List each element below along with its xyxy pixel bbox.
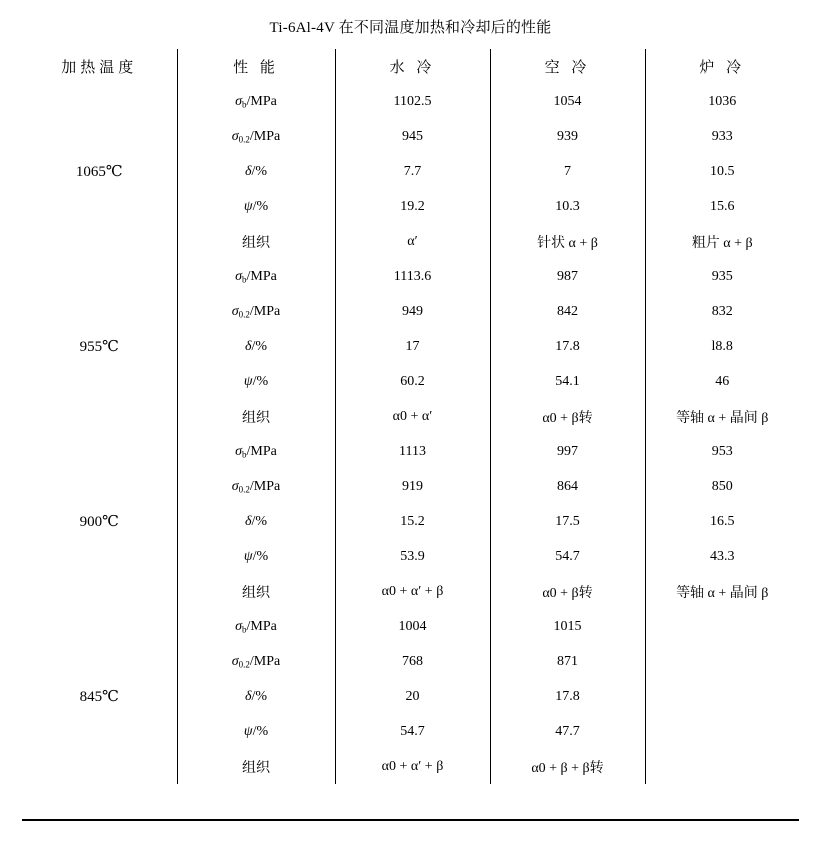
water-cool-value: 7.7 xyxy=(335,154,490,189)
header-cell-air-cool: 空 冷 xyxy=(490,49,645,84)
property-symbol: δ xyxy=(244,688,252,704)
property-unit: /% xyxy=(252,198,269,214)
air-cool-value: 54.7 xyxy=(490,539,645,574)
water-cool-value: 15.2 xyxy=(335,504,490,539)
air-cool-value: 针状 α + β xyxy=(490,224,645,259)
furnace-cool-value: 粗片 α + β xyxy=(645,224,799,259)
temperature-cell: 1065℃ xyxy=(75,164,123,180)
air-cool-value: 7 xyxy=(490,154,645,189)
property-unit: /% xyxy=(251,338,268,354)
furnace-cool-value: 850 xyxy=(645,469,799,504)
temperature-cell: 900℃ xyxy=(79,514,119,530)
property-cell: $\sigma_b$/MPa xyxy=(177,434,335,469)
property-cell: $\sigma_b$/MPa xyxy=(177,609,335,644)
property-cell: 组织 xyxy=(177,574,335,609)
header-cell-water-cool: 水 冷 xyxy=(335,49,490,84)
air-cool-value: 1015 xyxy=(490,609,645,644)
furnace-cool-value xyxy=(645,609,799,644)
property-cell xyxy=(177,679,335,714)
air-cool-value: α0 + β + β转 xyxy=(490,749,645,784)
furnace-cool-value: l8.8 xyxy=(645,329,799,364)
water-cool-value: 1004 xyxy=(335,609,490,644)
air-cool-value: 54.1 xyxy=(490,364,645,399)
furnace-cool-value: 935 xyxy=(645,259,799,294)
furnace-cool-value: 等轴 α + 晶间 β xyxy=(645,399,799,434)
property-subscript: b xyxy=(242,98,247,109)
property-symbol: ψ xyxy=(243,723,253,739)
air-cool-value: 17.8 xyxy=(490,329,645,364)
property-subscript: b xyxy=(242,623,247,634)
property-cell xyxy=(177,154,335,189)
furnace-cool-value: 15.6 xyxy=(645,189,799,224)
air-cool-value: 864 xyxy=(490,469,645,504)
furnace-cool-value xyxy=(645,714,799,749)
property-unit: /MPa xyxy=(249,303,281,319)
furnace-cool-value: 46 xyxy=(645,364,799,399)
air-cool-value: 1054 xyxy=(490,84,645,119)
furnace-cool-value xyxy=(645,749,799,784)
furnace-cool-value: 16.5 xyxy=(645,504,799,539)
table-row xyxy=(22,259,799,294)
water-cool-value: 945 xyxy=(335,119,490,154)
property-cell xyxy=(177,504,335,539)
water-cool-value: α0 + α′ + β xyxy=(335,749,490,784)
property-symbol: δ xyxy=(244,338,252,354)
property-cell xyxy=(177,539,335,574)
temperature-cell: 845℃ xyxy=(79,689,119,705)
property-unit: /% xyxy=(252,548,269,564)
property-unit: /MPa xyxy=(249,478,281,494)
air-cool-value: 17.8 xyxy=(490,679,645,714)
furnace-cool-value: 1036 xyxy=(645,84,799,119)
property-cell xyxy=(177,329,335,364)
water-cool-value: 19.2 xyxy=(335,189,490,224)
furnace-cool-value: 933 xyxy=(645,119,799,154)
table-header-row xyxy=(22,49,799,84)
property-cell: 组织 xyxy=(177,749,335,784)
water-cool-value: 20 xyxy=(335,679,490,714)
air-cool-value: 987 xyxy=(490,259,645,294)
water-cool-value: 1113 xyxy=(335,434,490,469)
furnace-cool-value: 43.3 xyxy=(645,539,799,574)
table-row xyxy=(22,609,799,644)
water-cool-value: α0 + α′ xyxy=(335,399,490,434)
header-cell-property: 性 能 xyxy=(177,49,335,84)
property-symbol: ψ xyxy=(243,198,253,214)
air-cool-value: 10.3 xyxy=(490,189,645,224)
temperature-cell: 955℃ xyxy=(79,339,119,355)
property-unit: /% xyxy=(251,513,268,529)
table-spacer-cell xyxy=(22,784,799,819)
air-cool-value: α0 + β转 xyxy=(490,399,645,434)
table-row xyxy=(22,434,799,469)
property-symbol: δ xyxy=(244,513,252,529)
property-unit: /% xyxy=(252,373,269,389)
property-unit: /MPa xyxy=(246,268,277,284)
furnace-cool-value: 10.5 xyxy=(645,154,799,189)
water-cool-value: α0 + α′ + β xyxy=(335,574,490,609)
water-cool-value: 54.7 xyxy=(335,714,490,749)
furnace-cool-value xyxy=(645,644,799,679)
property-symbol: ψ xyxy=(243,548,253,564)
water-cool-value: 919 xyxy=(335,469,490,504)
water-cool-value: α′ xyxy=(335,224,490,259)
water-cool-value: 768 xyxy=(335,644,490,679)
property-unit: /MPa xyxy=(246,618,277,634)
table-spacer-row xyxy=(22,784,799,819)
water-cool-value: 17 xyxy=(335,329,490,364)
table-bottom-rule xyxy=(22,819,799,821)
property-unit: /MPa xyxy=(249,128,281,144)
property-cell: $\sigma_{0.2}$/MPa xyxy=(177,119,335,154)
property-cell: 组织 xyxy=(177,399,335,434)
air-cool-value: 47.7 xyxy=(490,714,645,749)
air-cool-value: 939 xyxy=(490,119,645,154)
air-cool-value: 997 xyxy=(490,434,645,469)
property-unit: /MPa xyxy=(249,653,281,669)
property-cell: $\sigma_{0.2}$/MPa xyxy=(177,469,335,504)
property-cell: $\sigma_{0.2}$/MPa xyxy=(177,644,335,679)
air-cool-value: 871 xyxy=(490,644,645,679)
table-row xyxy=(22,84,799,119)
header-cell-heating-temp: 加热温度 xyxy=(61,60,138,76)
property-unit: /MPa xyxy=(246,443,277,459)
property-cell: $\sigma_{0.2}$/MPa xyxy=(177,294,335,329)
property-unit: /% xyxy=(251,688,268,704)
air-cool-value: α0 + β转 xyxy=(490,574,645,609)
water-cool-value: 1102.5 xyxy=(335,84,490,119)
water-cool-value: 60.2 xyxy=(335,364,490,399)
property-symbol: ψ xyxy=(243,373,253,389)
property-subscript: b xyxy=(242,273,247,284)
property-subscript: 0.2 xyxy=(238,483,250,494)
furnace-cool-value xyxy=(645,679,799,714)
water-cool-value: 1113.6 xyxy=(335,259,490,294)
water-cool-value: 53.9 xyxy=(335,539,490,574)
property-unit: /% xyxy=(252,723,269,739)
property-cell: 组织 xyxy=(177,224,335,259)
table-caption: Ti‑6Al‑4V 在不同温度加热和冷却后的性能 xyxy=(269,20,552,36)
property-cell xyxy=(177,714,335,749)
performance-table xyxy=(22,49,799,819)
property-subscript: b xyxy=(242,448,247,459)
property-subscript: 0.2 xyxy=(238,133,250,144)
property-cell: $\sigma_b$/MPa xyxy=(177,259,335,294)
property-subscript: 0.2 xyxy=(238,308,250,319)
property-cell: $\sigma_b$/MPa xyxy=(177,84,335,119)
property-unit: /% xyxy=(251,163,268,179)
property-subscript: 0.2 xyxy=(238,658,250,669)
furnace-cool-value: 等轴 α + 晶间 β xyxy=(645,574,799,609)
air-cool-value: 17.5 xyxy=(490,504,645,539)
property-unit: /MPa xyxy=(246,93,277,109)
air-cool-value: 842 xyxy=(490,294,645,329)
water-cool-value: 949 xyxy=(335,294,490,329)
property-cell xyxy=(177,364,335,399)
property-symbol: δ xyxy=(244,163,252,179)
header-cell-furnace-cool: 炉 冷 xyxy=(645,49,799,84)
property-cell xyxy=(177,189,335,224)
furnace-cool-value: 832 xyxy=(645,294,799,329)
furnace-cool-value: 953 xyxy=(645,434,799,469)
